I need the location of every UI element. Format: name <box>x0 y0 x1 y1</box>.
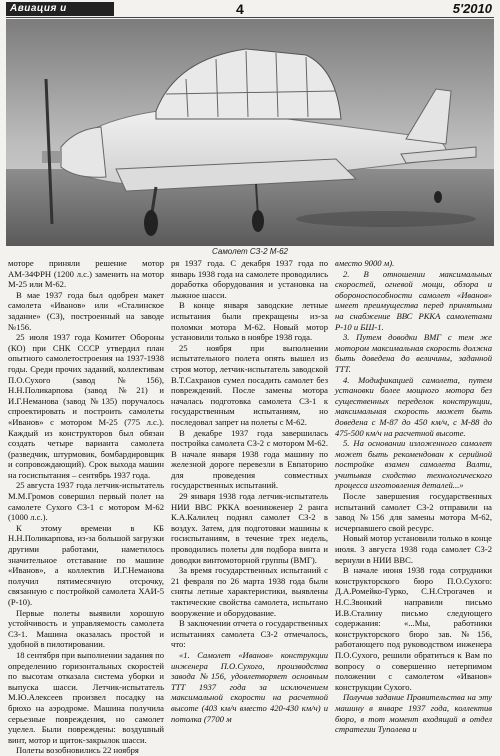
text-column-2 <box>171 258 328 724</box>
quote-paragraph: Получив задание Правительства на эту машину в январе 1937 года, коллектив бюро, в тот момент входящий в отдел стратегии Туполева и <box>335 692 492 735</box>
paragraph: 25 августа 1937 года летчик-испытатель М.М.Громов совершил первый полет на самолете Сухого СЗ-1 с мотором М-62 (1000 л.с.). <box>8 480 164 523</box>
paragraph: 29 января 1938 года летчик-испытатель НИИ ВВС РККА военинженер 2 ранга К.А.Калилец поднял самолет СЗ-2 в воздух. Затем, для подготовки машины к госиспытаниям, в течение трех недель, проводились полеты для подбора винта и доводки винтомоторной группы (ВМГ). <box>171 491 328 565</box>
quote-paragraph: 4. Модификацией самолета, путем установки более мощного мотора без существенных переделок конструкции, максимальная скорость может быть доведена с М-87 до 450 км/ч, с М-88 до 475-500 км/ч на расчетной высоте. <box>335 374 492 438</box>
paragraph: В конце января заводские летные испытания были прекращены из-за поломки мотора М-62. Новый мотор установили только в ноябре 1938 года. <box>171 300 328 343</box>
paragraph: В начале июня 1938 года сотрудники конструкторского бюро П.О.Сухого: Д.А.Ромейко-Гурко, С.Н.Строгачев и Н.С.Звонкий направили письмо И.В.Сталину письмо следующего содержания: «...Мы, работники конструкторского бюро зав. №156, работающего под руководством инженера П.О.Сухого, решили обратиться к Вам по вопросу о совершенно нетерпимом положении с самолетом «Иванов» конструкции Сухого. <box>335 565 492 692</box>
page-header <box>0 0 500 18</box>
quote-paragraph: «1. Самолет «Иванов» конструкции инженера П.О.Сухого, производства завода №156, удовлетворяет основным ТТТ 1937 года за исключением максимальной скорости на расчетной высоте (403 км/ч вместо 420-430 км/ч) и потолка (7700 м <box>171 649 328 724</box>
paragraph: Новый мотор установили только в конце июля. 3 августа 1938 года самолет СЗ-2 вернули в НИИ ВВС. <box>335 533 492 565</box>
paragraph: В мае 1937 года был одобрен макет самолета «Иванов» или «Сталинское задание» (СЗ), построенный на заводе №156. <box>8 289 164 332</box>
quote-paragraph: 2. В отношении максимальных скоростей, огневой мощи, обзора и обороноспособности самолет «Иванов» имеет преимущества перед принятыми на снабжение ВВС РККА самолетами Р-10 и БШ-1. <box>335 268 492 332</box>
paragraph: 25 июля 1937 года Комитет Обороны (КО) при СНК СССР утвердил план опытного самолетостроения на 1937-1938 годы. Среди прочих заданий, коллективам П.О.Сухого (завод №156), Н.Н.Поликарпова (завод №21) и И.Г.Неманова (завод №135) поручалось спроектировать и построить самолеты «Иванов» с мотором М-25 (775 л.с.). Каждый из конструкторов был обязан создать четыре варианта самолета (разведчик, штурмовик, бомбардировщик и сопровождающий). Срок выхода машин на госиспытания – сентябрь 1937 года. <box>8 332 164 480</box>
aircraft-photo <box>6 19 494 246</box>
paragraph: 25 ноября при выполнении испытательного полета опять вышел из строя мотор, летчик-испытатель заводской В.Т.Сахранов сумел посадить самолет без повреждений. После замены мотора началась подготовка самолета СЗ-1 к государственным испытаниям, но последовал запрет на полеты с М-62. <box>171 342 328 427</box>
text-column-1 <box>8 258 164 756</box>
aircraft-photo-image <box>6 19 494 246</box>
quote-paragraph: 5. На основании изложенного самолет может быть рекомендован к серийной постройке взамен самолета Валти, учитывая сходство технологического процесса изготовления деталей...» <box>335 438 492 491</box>
paragraph: В заключении отчета о государственных испытаниях самолета СЗ-2 отмечалось, что: <box>171 618 328 650</box>
quote-paragraph: вместо 9000 м). <box>335 258 395 268</box>
text-column-3 <box>335 258 492 735</box>
paragraph: ря 1937 года. С декабря 1937 года по январь 1938 года на самолете проводились доработка оборудования и установка на лыжное шасси. <box>171 258 328 300</box>
photo-caption: Самолет СЗ-2 М-62 <box>212 247 288 256</box>
magazine-title: Авиация и <box>6 2 114 16</box>
header-divider <box>6 17 494 18</box>
paragraph: моторе приняли решение мотор АМ-34ФРН (1200 л.с.) заменить на мотор М-25 или М-62. <box>8 258 164 290</box>
paragraph: К этому времени в КБ Н.Н.Поликарпова, из-за большой загрузки другими работами, наметилось значительное отставание по машине «Иванов», а коллектив И.Г.Неманова получил пятимесячную отсрочку, связанную с постройкой самолета ХАИ-5 (Р-10). <box>8 522 164 607</box>
page-number: 4 <box>236 1 244 17</box>
issue-number: 5'2010 <box>452 1 492 16</box>
paragraph: 18 сентября при выполнении задания по определению горизонтальных скоростей по высотам отказала система уборки и выпуска шасси. Летчик-испытатель М.Ю.Алексеев произвел посадку на брюхо на аэродроме. Машина получила серьезные повреждения, но самолет уцелел. Были повреждены: воздушный винт, мотор и щиток-закрылок шасси. <box>8 649 164 745</box>
paragraph: Полеты возобновились 22 ноября <box>16 745 139 756</box>
paragraph: В декабре 1937 года завершилась постройка самолета СЗ-2 с мотором М-62. В начале января 1938 года машину по железной дороге перевезли в Евпаторию для проведения совместных государственных испытаний. <box>171 427 328 491</box>
quote-paragraph: 3. Путем доводки ВМГ с тем же мотором максимальная скорость должна быть доведена до величины, заданной ТТТ. <box>335 332 492 374</box>
paragraph: Первые полеты выявили хорошую устойчивость и управляемость самолета СЗ-1. Машина оказалась простой и удобной в пилотировании. <box>8 607 164 650</box>
paragraph: За время государственных испытаний с 21 февраля по 26 марта 1938 года были сняты летные характеристики, выявлены тактические свойства самолета, испытано вооружение и оборудование. <box>171 565 328 618</box>
paragraph: После завершения государственных испытаний самолет СЗ-2 отправили на завод №156 для замены мотора М-62, исчерпавшего свой ресурс. <box>335 491 492 533</box>
